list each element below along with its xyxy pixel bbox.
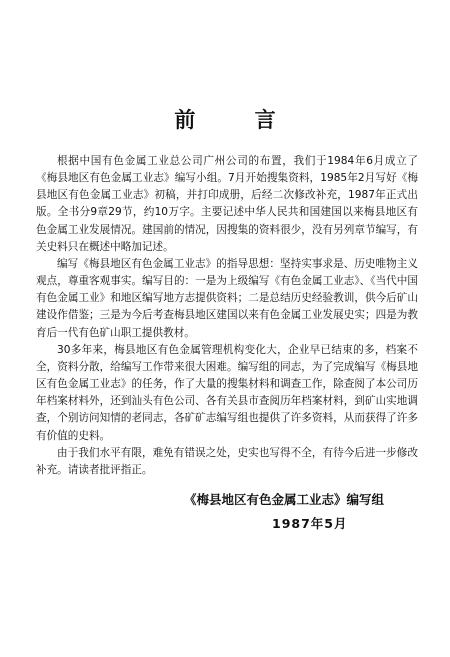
signature-org: 《梅县地区有色金属工业志》编写组 xyxy=(184,492,385,507)
paragraph-4: 由于我们水平有限，难免有错误之处，史实也写得不全，有待今后进一步修改补充。请读者批评指正。 xyxy=(36,446,418,476)
paragraph-1: 根据中国有色金属工业总公司广州公司的布置，我们于1984年6月成立了《梅县地区有色金属工业志》编写小组。7月开始搜集资料，1985年2月写好《梅县地区有色金属工业志》初稿，并打印成册，后经二次修改补充，1987年正式出版。全书分9章29节，约10万字。主要记述中华人民共和国建国以来梅县地区有色金属工业发展情况。建国前的情况，因搜集的资料很少，没有另列章节编写，有关史料只在概述中略加记述。 xyxy=(36,155,418,253)
preface-body xyxy=(36,153,418,479)
paragraph-3: 30多年来，梅县地区有色金属管理机构变化大，企业早已结束的多，档案不全，资料分散，给编写工作带来很大困难。编写组的同志，为了完成编写《梅县地区有色金属工业志》的任务，作了大量的搜集材料和调查工作，除查阅了本公司历年档案材料外，还到汕头有色公司、各有关县市查阅历年档案材料，到矿山实地调查，个别访问知情的老同志，各矿矿志编写组也提供了许多资料，从而获得了许多有价值的史料。 xyxy=(36,343,418,442)
signature-date: 1987年5月 xyxy=(272,516,348,531)
paragraph-2: 编写《梅县地区有色金属工业志》的指导思想：坚持实事求是、历史唯物主义观点，尊重客观事实。编写目的：一是为上级编写《有色金属工业志》、《当代中国有色金属工业》和地区编写地方志提供资料；二是总结历史经验教训，供今后矿山建设作借鉴；三是为今后考查梅县地区建国以来有色金属工业发展史实；四是为教育后一代有色矿山职工提供教材。 xyxy=(36,257,418,339)
page-title: 前 言 xyxy=(174,108,302,132)
